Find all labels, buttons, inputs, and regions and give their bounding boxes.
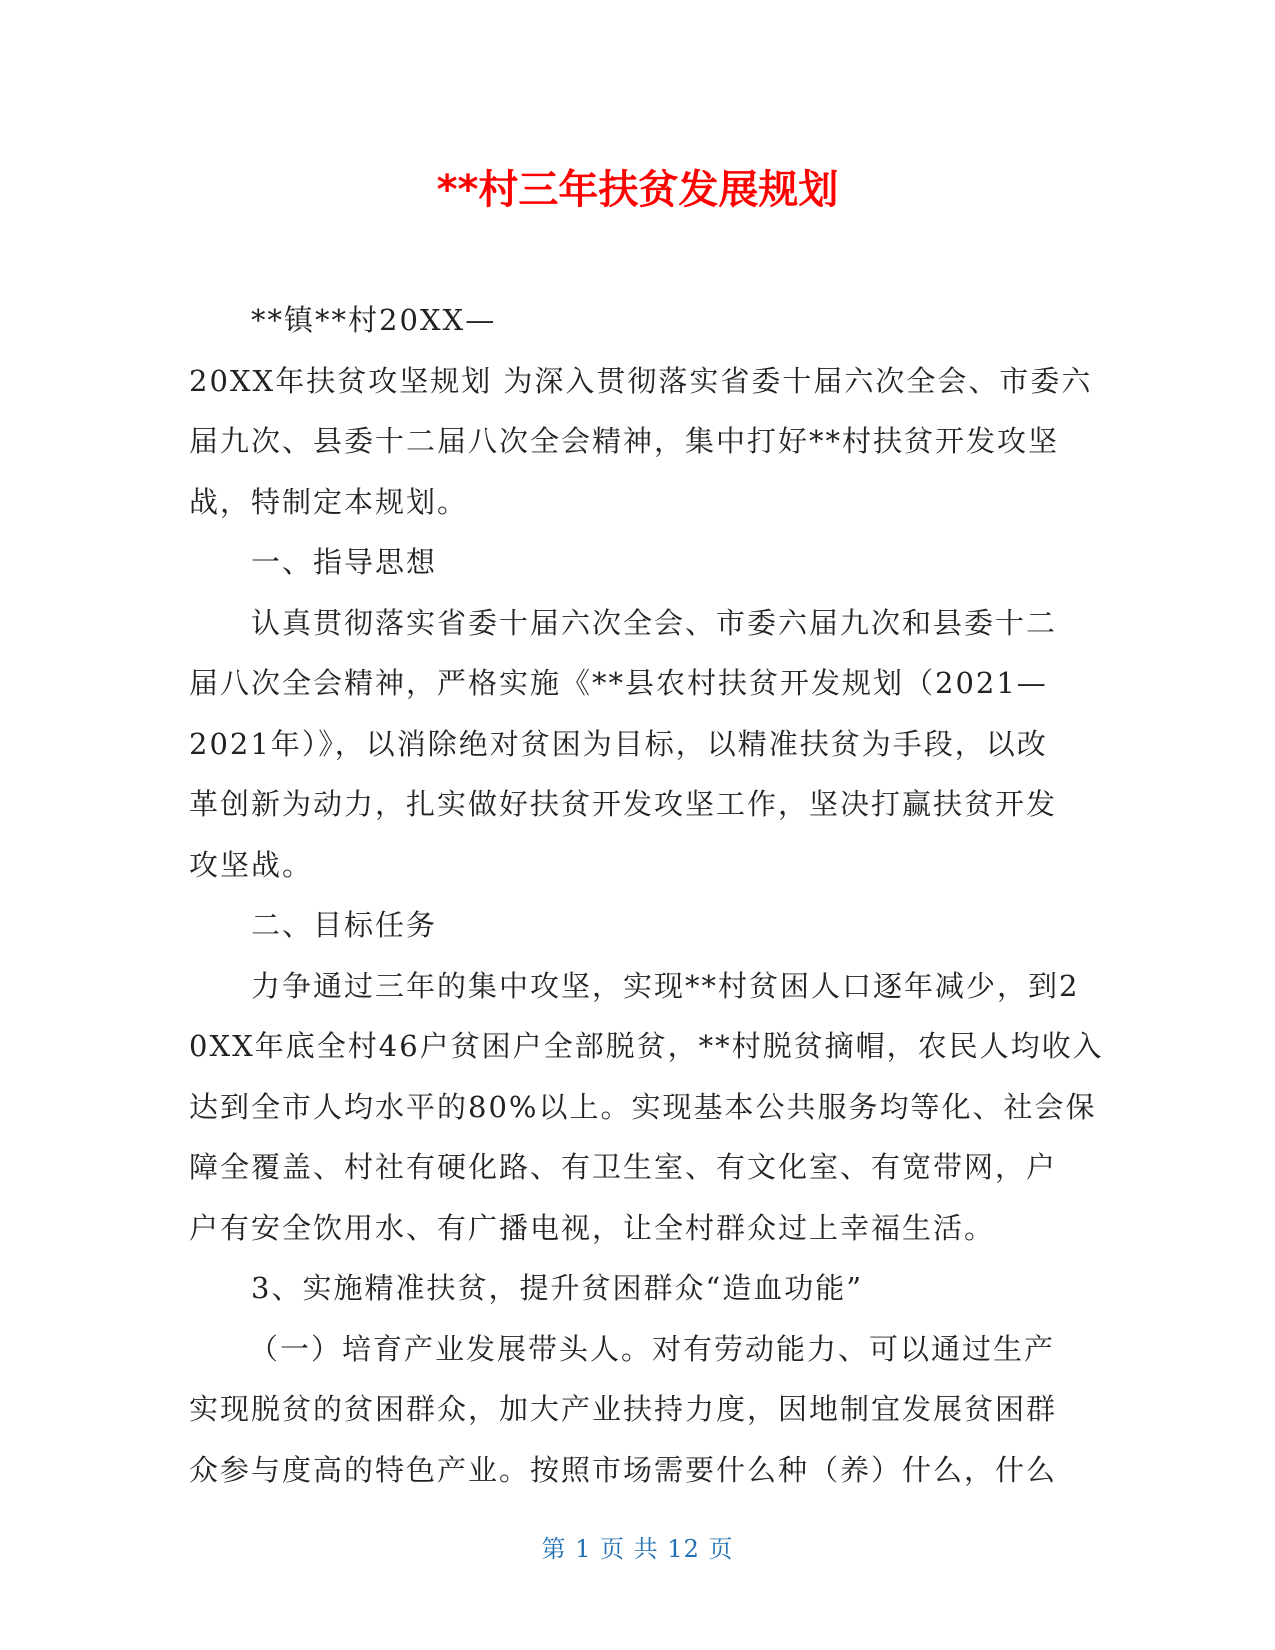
document-title: **村三年扶贫发展规划	[436, 167, 839, 213]
body-line: 达到全市人均水平的80%以上。实现基本公共服务均等化、社会保	[189, 1089, 1097, 1124]
body-line: 届八次全会精神，严格实施《**县农村扶贫开发规划（2021—	[189, 666, 1048, 700]
body-line: 攻坚战。	[189, 847, 314, 882]
body-line: 20XX年扶贫攻坚规划 为深入贯彻落实省委十届六次全会、市委六	[189, 363, 1093, 398]
section-heading: 一、指导思想	[251, 545, 438, 579]
body-line: 众参与度高的特色产业。按照市场需要什么种（养）什么，什么	[189, 1452, 1058, 1487]
body-line: 届九次、县委十二届八次全会精神，集中打好**村扶贫开发攻坚	[189, 424, 1060, 458]
body-line: 实现脱贫的贫困群众，加大产业扶持力度，因地制宜发展贫困群	[189, 1392, 1058, 1426]
body-line: （一）培育产业发展带头人。对有劳动能力、可以通过生产	[249, 1331, 1056, 1366]
body-line: 0XX年底全村46户贫困户全部脱贫，**村脱贫摘帽，农民人均收入	[189, 1029, 1104, 1063]
body-line: 认真贯彻落实省委十届六次全会、市委六届九次和县委十二	[251, 605, 1058, 640]
section-heading: 二、目标任务	[251, 908, 438, 942]
section-heading: 3、实施精准扶贫，提升贫困群众“造血功能”	[251, 1271, 864, 1305]
body-line: **镇**村20XX—	[251, 303, 497, 337]
document-body	[189, 290, 1104, 1500]
page-number-footer: 第 1 页 共 12 页	[541, 1535, 734, 1563]
body-line: 障全覆盖、村社有硬化路、有卫生室、有文化室、有宽带网，户	[189, 1150, 1058, 1184]
body-line: 战，特制定本规划。	[189, 484, 469, 519]
body-line: 力争通过三年的集中攻坚，实现**村贫困人口逐年减少，到2	[251, 968, 1080, 1003]
body-line: 户有安全饮用水、有广播电视，让全村群众过上幸福生活。	[189, 1210, 996, 1245]
body-line: 革创新为动力，扎实做好扶贫开发攻坚工作，坚决打赢扶贫开发	[189, 787, 1058, 821]
body-line: 2021年）》，以消除绝对贫困为目标，以精准扶贫为手段，以改	[189, 726, 1048, 761]
